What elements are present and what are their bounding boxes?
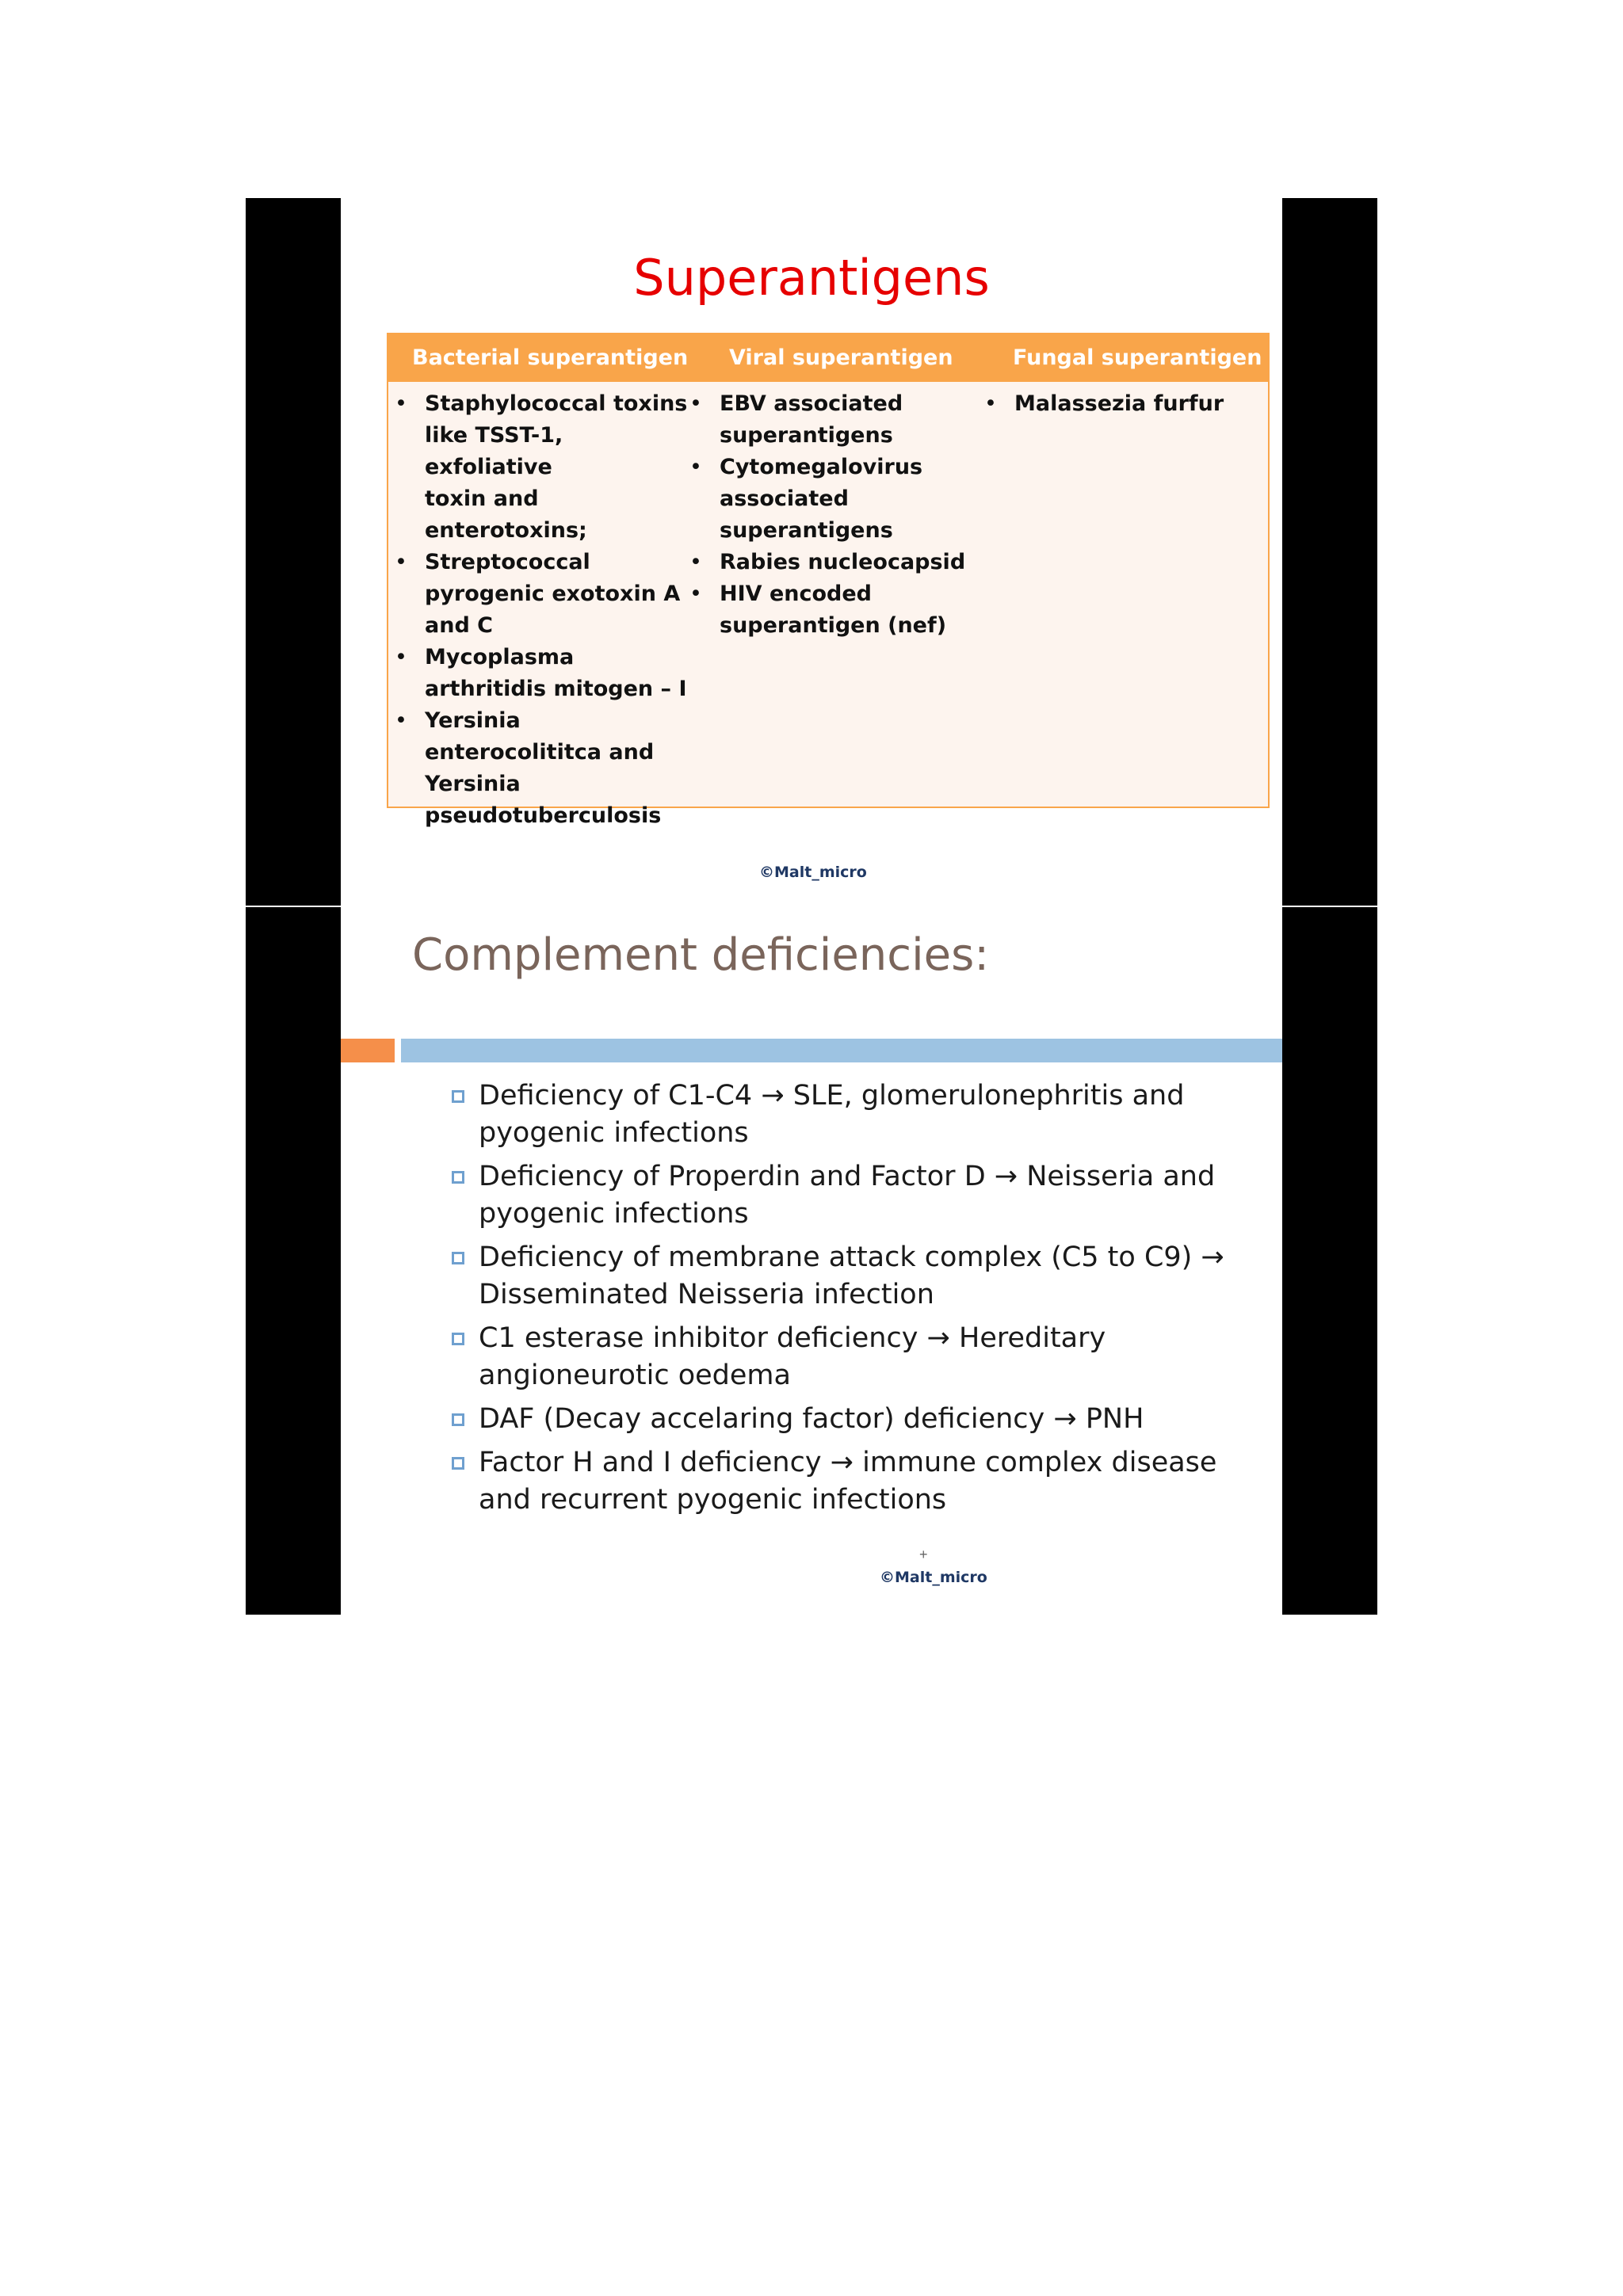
deficiency-item-line: Disseminated Neisseria infection bbox=[479, 1279, 934, 1310]
slide-superantigens bbox=[341, 198, 1282, 905]
viral-item-line: superantigens bbox=[720, 423, 893, 448]
bacterial-item-line: • Streptococcal bbox=[425, 550, 590, 574]
table-header-row bbox=[388, 334, 1268, 382]
bacterial-item-line: like TSST-1, exfoliative bbox=[425, 423, 563, 479]
bacterial-item bbox=[388, 388, 689, 547]
header-bacterial: Bacterial superantigen bbox=[412, 345, 689, 370]
square-bullet-icon bbox=[452, 1413, 464, 1426]
copyright-label: ©Malt_micro bbox=[759, 864, 867, 881]
right-band-bottom bbox=[1282, 907, 1377, 1615]
bacterial-item-line: Yersinia bbox=[425, 772, 521, 796]
deficiency-item-line: Deficiency of membrane attack complex (C5 to C9) → bbox=[479, 1241, 1224, 1273]
bacterial-item-line: toxin and bbox=[425, 486, 539, 511]
viral-item bbox=[683, 452, 968, 547]
deficiency-item bbox=[452, 1158, 1244, 1233]
viral-item bbox=[683, 547, 968, 578]
bacterial-item-line: and C bbox=[425, 613, 493, 638]
viral-item-line: • Cytomegalovirus bbox=[720, 455, 923, 479]
bacterial-item bbox=[388, 547, 689, 642]
deficiency-item bbox=[452, 1444, 1244, 1519]
slide-title: Complement deficiencies: bbox=[412, 929, 990, 981]
viral-item-line: associated bbox=[720, 486, 849, 511]
viral-column bbox=[683, 388, 968, 642]
left-band-top bbox=[246, 198, 341, 906]
slide-complement-deficiencies bbox=[341, 906, 1282, 1614]
fungal-column bbox=[978, 388, 1263, 420]
deficiency-item bbox=[452, 1320, 1244, 1394]
accent-bar-blue bbox=[401, 1039, 1282, 1062]
deficiency-item-line: pyogenic infections bbox=[479, 1117, 749, 1149]
deficiency-item-line: Deficiency of Properdin and Factor D → Neisseria and bbox=[479, 1161, 1216, 1192]
square-bullet-icon bbox=[452, 1457, 464, 1470]
superantigen-table bbox=[387, 333, 1270, 828]
deficiency-item bbox=[452, 1401, 1244, 1438]
left-band-divider bbox=[246, 906, 341, 907]
bacterial-item-line: arthritidis mitogen – I bbox=[425, 677, 687, 701]
deficiency-item bbox=[452, 1239, 1244, 1314]
deficiency-item-line: angioneurotic oedema bbox=[479, 1360, 791, 1391]
deficiency-item-line: C1 esterase inhibitor deficiency → Hereditary bbox=[479, 1322, 1106, 1354]
viral-item-line: • Rabies nucleocapsid bbox=[720, 550, 966, 574]
deficiency-list bbox=[452, 1077, 1244, 1525]
square-bullet-icon bbox=[452, 1090, 464, 1103]
square-bullet-icon bbox=[452, 1333, 464, 1345]
viral-item-line: • HIV encoded bbox=[720, 582, 872, 606]
deficiency-item-line: pyogenic infections bbox=[479, 1198, 749, 1230]
deficiency-item-line: Factor H and I deficiency → immune complex disease bbox=[479, 1447, 1217, 1478]
viral-item-line: superantigen (nef) bbox=[720, 613, 947, 638]
plus-mark: + bbox=[919, 1547, 928, 1562]
bacterial-item bbox=[388, 705, 689, 832]
viral-item bbox=[683, 388, 968, 452]
bacterial-column bbox=[388, 388, 689, 832]
viral-item-line: • EBV associated bbox=[720, 391, 903, 416]
deficiency-item bbox=[452, 1077, 1244, 1152]
bacterial-item-line: • Staphylococcal toxins bbox=[425, 391, 688, 416]
fungal-item bbox=[978, 388, 1263, 420]
deficiency-item-line: DAF (Decay accelaring factor) deficiency → PNH bbox=[479, 1403, 1144, 1435]
left-band-bottom bbox=[246, 907, 341, 1615]
fungal-item-line: • Malassezia furfur bbox=[1014, 391, 1224, 416]
bacterial-item-line: enterotoxins; bbox=[425, 518, 587, 543]
square-bullet-icon bbox=[452, 1171, 464, 1184]
bacterial-item-line: pyrogenic exotoxin A bbox=[425, 582, 681, 606]
bacterial-item-line: • Mycoplasma bbox=[425, 645, 575, 669]
viral-item-line: superantigens bbox=[720, 518, 893, 543]
header-viral: Viral superantigen bbox=[729, 345, 953, 370]
right-band-top bbox=[1282, 198, 1377, 906]
viral-item bbox=[683, 578, 968, 642]
accent-bar-orange bbox=[341, 1039, 395, 1062]
bacterial-item bbox=[388, 642, 689, 705]
copyright-label: ©Malt_micro bbox=[880, 1569, 987, 1586]
right-band-divider bbox=[1282, 906, 1377, 907]
slide-title: Superantigens bbox=[633, 249, 990, 307]
deficiency-item-line: Deficiency of C1-C4 → SLE, glomerulonephritis and bbox=[479, 1080, 1185, 1112]
square-bullet-icon bbox=[452, 1252, 464, 1264]
bacterial-item-line: pseudotuberculosis bbox=[425, 803, 662, 828]
bacterial-item-line: enterocolititca and bbox=[425, 740, 655, 765]
header-fungal: Fungal superantigen bbox=[1013, 345, 1262, 370]
bacterial-item-line: • Yersinia bbox=[425, 708, 521, 733]
deficiency-item-line: and recurrent pyogenic infections bbox=[479, 1484, 947, 1516]
